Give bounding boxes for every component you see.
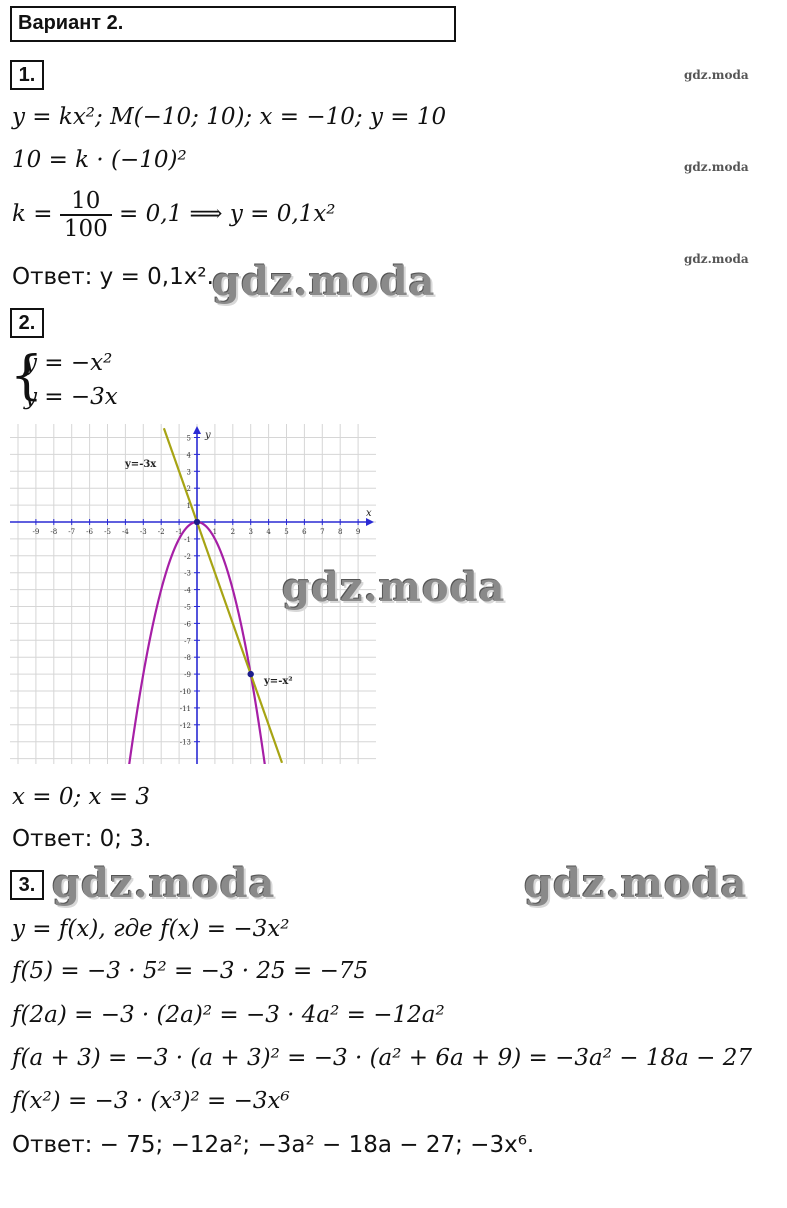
y-tick-label: 4 bbox=[186, 451, 191, 460]
watermark-small: gdz.moda bbox=[684, 68, 749, 82]
y-tick-label: 1 bbox=[186, 502, 191, 511]
y-tick-label: -12 bbox=[179, 721, 191, 730]
y-tick-label: -7 bbox=[184, 637, 191, 646]
y-axis-arrow bbox=[193, 426, 201, 434]
task3-line4: f(a + 3) = −3 · (a + 3)² = −3 · (a² + 6a + 9) = −3a² − 18a − 27 bbox=[12, 1045, 752, 1071]
y-tick-label: 5 bbox=[186, 434, 191, 443]
y-tick-label: 3 bbox=[186, 468, 191, 477]
task2-system-line1: y = −x² bbox=[24, 350, 113, 376]
x-tick-label: -6 bbox=[86, 528, 94, 536]
task2-result: x = 0; x = 3 bbox=[12, 784, 151, 810]
x-tick-label: 4 bbox=[266, 528, 271, 536]
x-tick-label: -2 bbox=[157, 528, 165, 536]
task3-answer: Ответ: − 75; −12a²; −3a² − 18a − 27; −3x⁶. bbox=[12, 1132, 535, 1158]
y-tick-label: -6 bbox=[184, 620, 191, 629]
y-tick-label: -3 bbox=[184, 569, 191, 578]
intersection-point bbox=[194, 519, 200, 525]
watermark-small: gdz.moda bbox=[684, 160, 749, 174]
task1-line3-right: = 0,1 ⟹ y = 0,1x² bbox=[111, 201, 336, 227]
x-tick-label: -9 bbox=[32, 528, 40, 536]
x-tick-label: 6 bbox=[302, 528, 307, 536]
task1-line3 bbox=[12, 188, 335, 242]
task3-number: 3. bbox=[10, 870, 44, 900]
y-tick-label: -2 bbox=[184, 552, 191, 561]
y-tick-label: -4 bbox=[184, 586, 191, 595]
task1-number: 1. bbox=[10, 60, 44, 90]
y-tick-label: -13 bbox=[179, 738, 191, 747]
task1-line1: y = kx²; M(−10; 10); x = −10; y = 10 bbox=[12, 104, 447, 130]
x-tick-label: -3 bbox=[139, 528, 147, 536]
x-axis-arrow bbox=[366, 518, 374, 526]
x-tick-label: -4 bbox=[121, 528, 129, 536]
y-tick-label: -8 bbox=[184, 654, 191, 663]
y-tick-label: 2 bbox=[186, 485, 191, 494]
task1-line2: 10 = k · (−10)² bbox=[12, 147, 187, 173]
x-tick-label: -8 bbox=[50, 528, 58, 536]
x-axis-label: x bbox=[366, 508, 372, 519]
intersection-point bbox=[248, 671, 254, 677]
task1-answer: Ответ: y = 0,1x². bbox=[12, 264, 214, 290]
task2-number: 2. bbox=[10, 308, 44, 338]
y-tick-label: -11 bbox=[179, 704, 191, 713]
watermark-large: gdz.moda bbox=[282, 564, 506, 611]
x-tick-label: 3 bbox=[248, 528, 253, 536]
x-tick-label: -7 bbox=[68, 528, 76, 536]
task2-answer: Ответ: 0; 3. bbox=[12, 826, 152, 852]
x-tick-label: -5 bbox=[104, 528, 111, 536]
task3-line3: f(2a) = −3 · (2a)² = −3 · 4a² = −12a² bbox=[12, 1002, 445, 1028]
y-tick-label: -5 bbox=[184, 603, 191, 612]
y-tick-label: -9 bbox=[184, 671, 191, 680]
x-tick-label: 8 bbox=[337, 528, 343, 536]
watermark-large: gdz.moda bbox=[524, 860, 748, 907]
watermark-large: gdz.moda bbox=[212, 258, 436, 305]
fraction-denominator: 100 bbox=[63, 216, 108, 242]
task3-line2: f(5) = −3 · 5² = −3 · 25 = −75 bbox=[12, 958, 369, 984]
x-tick-label: 7 bbox=[320, 528, 325, 536]
x-tick-label: 2 bbox=[230, 528, 236, 536]
series-label: y=-x² bbox=[264, 676, 293, 687]
task2-system-line2: y = −3x bbox=[24, 384, 118, 410]
task3-line5: f(x²) = −3 · (x³)² = −3x⁶ bbox=[12, 1088, 290, 1114]
series-label: y=-3x bbox=[125, 459, 157, 470]
y-tick-label: -10 bbox=[179, 688, 191, 696]
watermark-small: gdz.moda bbox=[684, 252, 749, 266]
y-tick-label: -1 bbox=[184, 535, 191, 544]
variant-title: Вариант 2. bbox=[18, 12, 124, 34]
x-tick-label: 1 bbox=[212, 528, 218, 536]
watermark-large: gdz.moda bbox=[52, 860, 276, 907]
system-brace: { bbox=[10, 346, 44, 406]
y-axis-label: y bbox=[205, 430, 211, 441]
task1-line3-left: k = bbox=[12, 201, 60, 227]
x-tick-label: 5 bbox=[284, 528, 289, 536]
x-tick-label: 9 bbox=[355, 528, 361, 536]
x-tick-label: -1 bbox=[175, 528, 183, 536]
fraction-numerator: 10 bbox=[60, 188, 112, 216]
task3-line1: y = f(x), где f(x) = −3x² bbox=[12, 916, 290, 942]
fraction bbox=[60, 188, 112, 242]
